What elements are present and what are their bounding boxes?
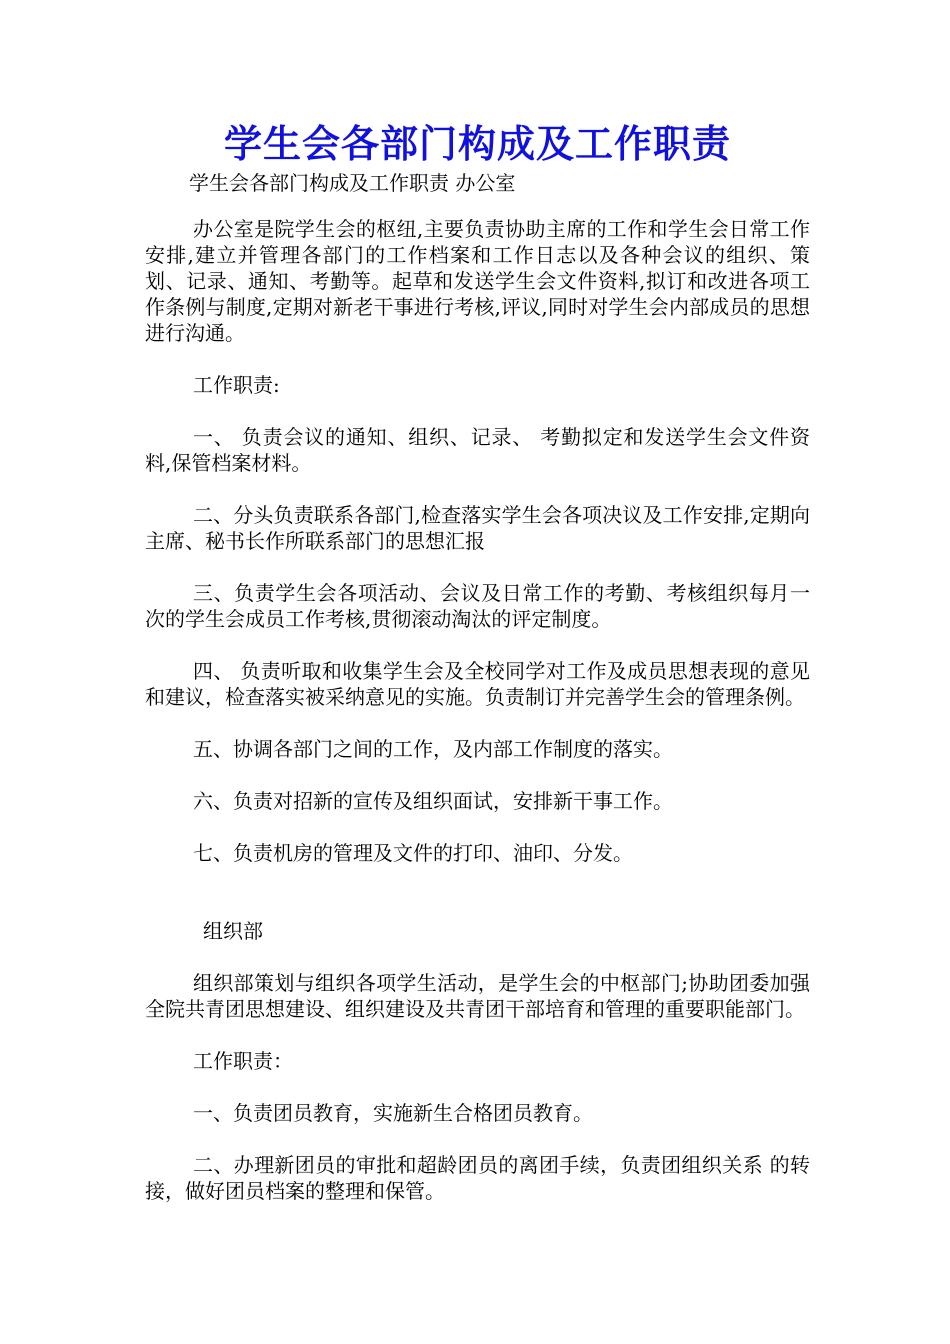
office-intro: 办公室是院学生会的枢纽,主要负责协助主席的工作和学生会日常工作安排,建立并管理各部门的工作档案和工作日志以及各种会议的组织、策划、记录、通知、考勤等。起草和发送学生会文件资料,拟订和改进各项工作条例与制度,定期对新老干事进行考核,评议,同时对学生会内部成员的思想进行沟通。 [145, 217, 810, 345]
office-duty-1: 一、 负责会议的通知、组织、记录、 考勤拟定和发送学生会文件资料,保管档案材料。 [145, 425, 810, 475]
office-duty-4: 四、 负责听取和收集学生会及全校同学对工作及成员思想表现的意见和建议，检查落实被采纳意见的实施。负责制订并完善学生会的管理条例。 [145, 659, 810, 709]
organization-intro: 组织部策划与组织各项学生活动，是学生会的中枢部门;协助团委加强全院共青团思想建设、组织建设及共青团干部培育和管理的重要职能部门。 [145, 971, 810, 1021]
organization-heading: 组织部 [203, 919, 263, 943]
office-duty-2: 二、分头负责联系各部门,检查落实学生会各项决议及工作安排,定期向主席、秘书长作所联系部门的思想汇报 [145, 503, 810, 553]
organization-duties-label: 工作职责： [193, 1049, 293, 1073]
office-duty-3: 三、负责学生会各项活动、会议及日常工作的考勤、考核组织每月一次的学生会成员工作考核,贯彻滚动淘汰的评定制度。 [145, 581, 810, 631]
organization-duty-2: 二、办理新团员的审批和超龄团员的离团手续，负责团组织关系 的转接，做好团员档案的整理和保管。 [145, 1153, 810, 1203]
office-duty-7: 七、负责机房的管理及文件的打印、油印、分发。 [193, 841, 633, 865]
office-duty-6: 六、负责对招新的宣传及组织面试，安排新干事工作。 [193, 789, 673, 813]
document-title: 学生会各部门构成及工作职责 [223, 121, 731, 166]
office-duty-5: 五、协调各部门之间的工作，及内部工作制度的落实。 [193, 737, 673, 761]
organization-duty-1: 一、负责团员教育，实施新生合格团员教育。 [193, 1101, 593, 1125]
document-page [145, 118, 810, 1204]
document-subtitle: 学生会各部门构成及工作职责 办公室 [189, 171, 516, 195]
office-duties-label: 工作职责: [193, 373, 280, 397]
